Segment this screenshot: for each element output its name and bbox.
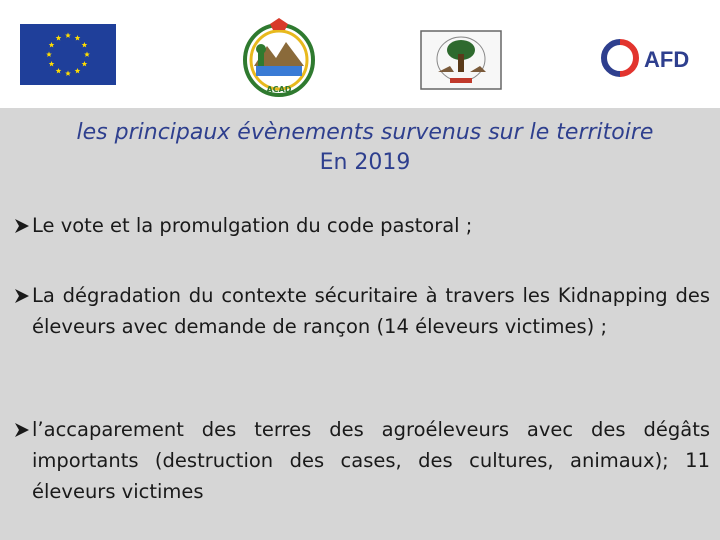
title-line-2: En 2019 <box>319 150 411 175</box>
eu-flag-logo <box>20 24 116 85</box>
logo-bar <box>0 0 720 108</box>
bullet-item <box>14 280 710 342</box>
acad-text: ACAD <box>266 85 292 94</box>
tree-emblem-graphic <box>420 30 502 90</box>
bullet-item <box>14 414 710 507</box>
bullet-text: Le vote et la promulgation du code pastoral ; <box>32 214 473 237</box>
bullet-text: La dégradation du contexte sécuritaire à travers les Kidnapping des éleveurs avec demande de rançon (14 éleveurs victimes) ; <box>32 284 710 338</box>
afd-text: AFD <box>644 47 690 72</box>
bullet-item <box>14 210 710 241</box>
arrow-bullet-icon <box>14 210 32 241</box>
arrow-bullet-icon <box>14 414 32 445</box>
arrow-bullet-icon <box>14 280 32 311</box>
slide-title <box>30 118 700 178</box>
acad-emblem-graphic <box>240 16 318 98</box>
bullet-text: l’accaparement des terres des agroéleveurs avec des dégâts importants (destruction des cases, des cultures, animaux); 11 éleveurs victimes <box>32 418 710 503</box>
afd-logo <box>600 38 700 78</box>
eu-flag-graphic <box>20 24 116 85</box>
acad-logo <box>240 16 318 98</box>
tree-emblem-logo <box>420 30 502 90</box>
title-line-1: les principaux évènements survenus sur le territoire <box>76 120 654 145</box>
afd-logo-graphic <box>600 38 700 78</box>
